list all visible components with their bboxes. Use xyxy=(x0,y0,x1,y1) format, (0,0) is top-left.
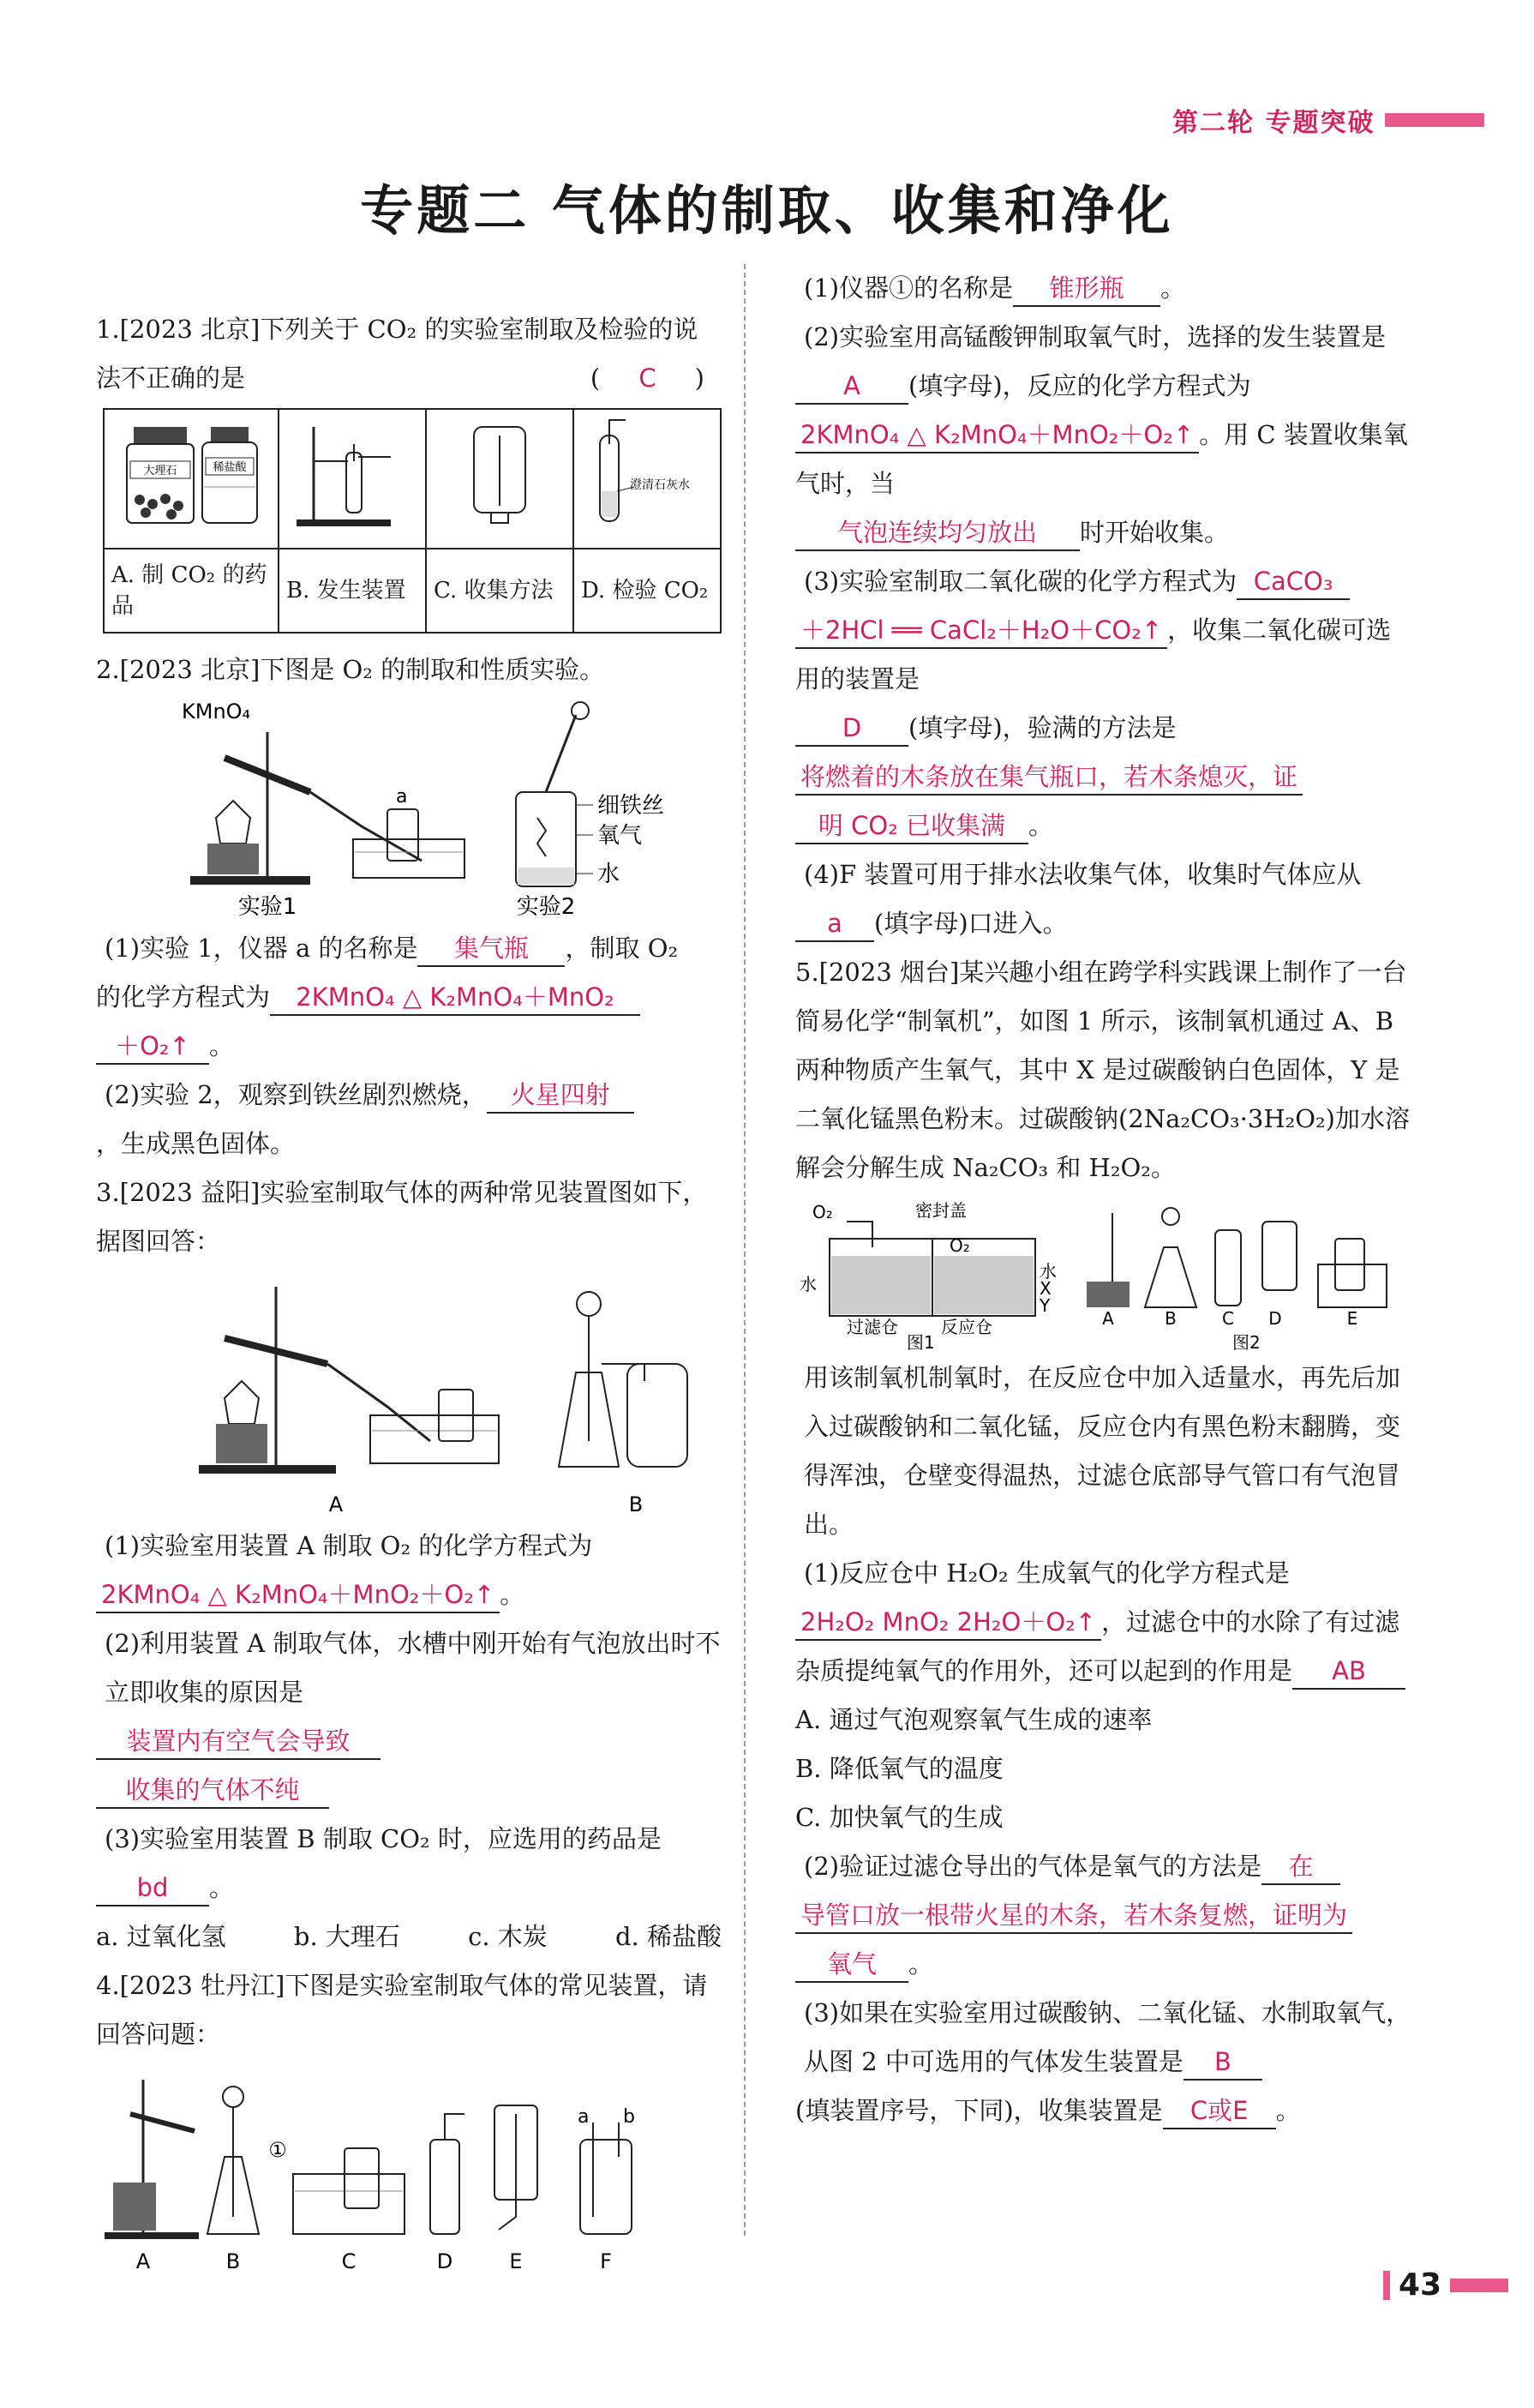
tube-label: 澄清石灰水 xyxy=(630,478,690,492)
q5-stem: 5.[2023 烟台]某兴趣小组在跨学科实践课上制作了一台简易化学“制氧机”，如图 1 所示，该制氧机通过 A、B 两种物质产生氧气，其中 X 是过碳酸钠白色固体，Y 是二氧化锰黑色粉末。过碳酸钠(2Na₂CO₃·3H₂O₂)加水溶解会分解生成 Na₂CO₃ 和 H₂O₂。 xyxy=(795,958,1410,1182)
fig1-caption: 图1 xyxy=(907,1332,935,1350)
q1-answer: C xyxy=(638,363,656,393)
q5-p1: (1)反应仓中 H₂O₂ 生成氧气的化学方程式是 xyxy=(804,1558,1290,1588)
q4-figure xyxy=(96,2063,722,2277)
q5-answer-2: AB xyxy=(1292,1654,1405,1690)
q3-figure xyxy=(96,1270,722,1518)
question-2: 2.[2023 北京]下图是 O₂ 的制取和性质实验。 KMnO₄ a 实验1 细铁丝 氧气 水 实验2 (1)实验 1，仪器 a 的名称是 集气瓶 ，制取 O₂ 的化学方程式为 2KMnO₄ △ K₂MnO₄＋MnO₂ ＋O₂↑ 。 (2)实验 2，观察到铁丝剧烈燃烧， 火星四射 ，生成黑色固体。 xyxy=(96,646,722,1168)
q2-p1c: 的化学方程式为 xyxy=(96,982,271,1012)
q5-para: 用该制氧机制氧时，在反应仓中加入适量水，再先后加入过碳酸钠和二氧化锰，反应仓内有黑色粉末翻腾，变得浑浊，仓壁变得温热，过滤仓底部导气管口有气泡冒出。 xyxy=(804,1363,1401,1539)
q4-p4b: (填字母)口进入。 xyxy=(874,909,1068,938)
fig1-o2b: O₂ xyxy=(950,1235,970,1256)
fig1-react: 反应仓 xyxy=(941,1317,992,1337)
fig2-c: C xyxy=(1222,1308,1234,1329)
q4-answer-6: D xyxy=(795,711,908,747)
fig1-water: 水 xyxy=(800,1274,817,1294)
jar-label-1: 大理石 xyxy=(143,465,177,477)
q1-option-b: B. 发生装置 xyxy=(279,549,426,633)
q5-choice-b: B. 降低氧气的温度 xyxy=(795,1754,1004,1783)
fig-exp1: 实验1 xyxy=(237,894,297,920)
q1-figure-a xyxy=(104,409,279,549)
q2-p2a: (2)实验 2，观察到铁丝剧烈燃烧， xyxy=(105,1080,487,1109)
fig1-o2: O₂ xyxy=(812,1202,833,1222)
q3-choice-b: b. 大理石 xyxy=(293,1922,400,1951)
q3-choice-a: a. 过氧化氢 xyxy=(96,1922,226,1951)
q4-answer-5b: ＋2HCl ══ CaCl₂＋H₂O＋CO₂↑ xyxy=(795,613,1167,649)
q4-answer-7b: 明 CO₂ 已收集满 xyxy=(795,808,1028,844)
q2-figure xyxy=(96,698,722,921)
q1-option-a: A. 制 CO₂ 的药品 xyxy=(104,549,279,633)
q4-p2d: 时开始收集。 xyxy=(1080,518,1230,547)
q4-stem: 4.[2023 牡丹江]下图是实验室制取气体的常见装置，请回答问题： xyxy=(96,1971,708,2049)
q3-p3: (3)实验室用装置 B 制取 CO₂ 时，应选用的药品是 xyxy=(105,1824,662,1853)
q4-answer-7a: 将燃着的木条放在集气瓶口，若木条熄灭，证 xyxy=(795,760,1303,796)
q3-answer-3: bd xyxy=(96,1871,209,1907)
q5-answer-3c: 氧气 xyxy=(795,1947,908,1983)
q2-answer-1: 集气瓶 xyxy=(417,931,565,967)
q3-answer-1: 2KMnO₄ △ K₂MnO₄＋MnO₂＋O₂↑ xyxy=(96,1577,500,1613)
q5-choice-a: A. 通过气泡观察氧气生成的速率 xyxy=(795,1705,1153,1734)
fig-water: 水 xyxy=(597,862,620,887)
q4-answer-8: a xyxy=(795,906,874,942)
q3-fig-a: A xyxy=(328,1492,344,1516)
fig-a-label: a xyxy=(396,786,408,808)
q2-answer-3: 火星四射 xyxy=(487,1078,634,1114)
header-bar xyxy=(1385,113,1484,127)
q3-answer-2b: 收集的气体不纯 xyxy=(96,1773,329,1809)
q4-answer-2: A xyxy=(795,369,908,405)
fig1-y: Y xyxy=(1040,1295,1051,1316)
q4-fig-d: D xyxy=(436,2249,453,2273)
section-header xyxy=(1172,101,1484,139)
fig-oxygen: 氧气 xyxy=(597,823,643,849)
q1-figure-d xyxy=(573,409,721,549)
q1-figure-b xyxy=(279,409,426,549)
fig2-b: B xyxy=(1165,1308,1177,1329)
page-title: 专题二 气体的制取、收集和净化 xyxy=(360,179,1174,242)
fig-wire: 细铁丝 xyxy=(597,793,665,819)
q4-p1: (1)仪器①的名称是 xyxy=(804,273,1014,303)
q3-p2: (2)利用装置 A 制取气体，水槽中刚开始有气泡放出时不立即收集的原因是 xyxy=(105,1629,721,1707)
q2-p1a: (1)实验 1，仪器 a 的名称是 xyxy=(105,934,418,963)
q5-answer-3b: 导管口放一根带火星的木条，若木条复燃，证明为 xyxy=(795,1898,1352,1934)
q1-figure-c xyxy=(426,409,573,549)
q4-fig-b: B xyxy=(225,2249,241,2273)
column-divider xyxy=(744,264,746,2236)
q5-p3b: (填装置序号，下同)，收集装置是 xyxy=(795,2096,1163,2125)
q4-p3c: (填字母)，验满的方法是 xyxy=(908,713,1177,742)
question-4-continued: (1)仪器①的名称是 锥形瓶 。 (2)实验室用高锰酸钾制取氧气时，选择的发生装置是 A (填字母)，反应的化学方程式为 2KMnO₄ △ K₂MnO₄＋MnO₂＋O₂↑ 。用 C 装置收集氧气时，当 气泡连续均匀放出 时开始收集。 (3)实验室制取二氧化碳的化学方程式为 CaCO₃ ＋2HCl ══ CaCl₂＋H₂O＋CO₂↑ ，收集二氧化碳可选用的装置是 D (填字母)，验满的方法是 将燃着的木条放在集气瓶口，若木条熄灭，证 明 CO₂ 已收集满 。 (4)F 装置可用于排水法收集气体，收集时气体应从 a (填字母)口进入。 xyxy=(795,264,1416,948)
q1-options-table xyxy=(103,408,722,634)
q2-answer-2b: ＋O₂↑ xyxy=(96,1029,209,1065)
fig2-caption: 图2 xyxy=(1232,1332,1261,1350)
q2-answer-2: 2KMnO₄ △ K₂MnO₄＋MnO₂ xyxy=(270,980,640,1016)
q1-option-c: C. 收集方法 xyxy=(426,549,573,633)
section-label: 第二轮 专题突破 xyxy=(1172,108,1375,138)
q3-p1: (1)实验室用装置 A 制取 O₂ 的化学方程式为 xyxy=(105,1531,593,1560)
q4-answer-1: 锥形瓶 xyxy=(1013,271,1160,307)
q4-fig-c: C xyxy=(341,2249,357,2273)
q1-stem: 1.[2023 北京]下列关于 CO₂ 的实验室制取及检验的说法不正确的是 xyxy=(96,315,698,393)
page-number-bar-left xyxy=(1383,2271,1390,2300)
q4-answer-5a: CaCO₃ xyxy=(1237,564,1350,600)
question-5: 5.[2023 烟台]某兴趣小组在跨学科实践课上制作了一台简易化学“制氧机”，如图 1 所示，该制氧机通过 A、B 两种物质产生氧气，其中 X 是过碳酸钠白色固体，Y 是二氧化锰黑色粉末。过碳酸钠(2Na₂CO₃·3H₂O₂)加水溶解会分解生成 Na₂CO₃ 和 H₂O₂。 O₂ 密封盖 O₂ 水 水 X Y 过滤仓 反应仓 图1 A B C D E 图2 用该制氧机制氧时，在反应仓中加入适量水，再先后加入过碳酸钠和二氧化锰，反应仓内有黑色粉末翻腾，变得浑浊，仓壁变得温热，过滤仓底部导气管口有气泡冒出。 (1)反应仓中 H₂O₂ 生成氧气的化学方程式是 2H₂O₂ MnO₂ 2H₂O＋O₂↑ ，过滤仓中的水除了有过滤杂质提纯氧气的作用外，还可以起到的作用是 AB A. 通过气泡观察氧气生成的速率 B. 降低氧气的温度 C. 加快氧气的生成 (2)验证过滤仓导出的气体是氧气的方法是 在 导管口放一根带火星的木条，若木条复燃，证明为 氧气 。 (3)如果在实验室用过碳酸钠、二氧化锰、水制取氧气，从图 2 中可选用的气体发生装置是 B (填装置序号，下同)，收集装置是 C或E 。 xyxy=(795,948,1416,2135)
q3-stem: 3.[2023 益阳]实验室制取气体的两种常见装置图如下，据图回答： xyxy=(96,1178,708,1256)
q4-p4: (4)F 装置可用于排水法收集气体，收集时气体应从 xyxy=(804,860,1362,889)
q3-choice-d: d. 稀盐酸 xyxy=(614,1922,722,1951)
q4-fig-f: F xyxy=(600,2249,612,2273)
q5-p2: (2)验证过滤仓导出的气体是氧气的方法是 xyxy=(804,1852,1262,1881)
page-number-text: 43 xyxy=(1399,2267,1442,2303)
page-number xyxy=(1383,2267,1508,2303)
q5-answer-1: 2H₂O₂ MnO₂ 2H₂O＋O₂↑ xyxy=(795,1605,1101,1641)
page-number-bar-right xyxy=(1450,2279,1508,2292)
question-1: 1.[2023 北京]下列关于 CO₂ 的实验室制取及检验的说法不正确的是 ( C ) 大理石 稀盐酸 澄清石灰水 A. 制 CO₂ 的药品 B. 发生装置 C. 收集方法 D. 检验 CO₂ xyxy=(96,264,722,634)
fig2-d: D xyxy=(1268,1308,1282,1329)
q4-p2: (2)实验室用高锰酸钾制取氧气时，选择的发生装置是 xyxy=(804,322,1387,351)
fig1-x: X xyxy=(1040,1278,1052,1299)
fig1-water2: 水 xyxy=(1040,1261,1057,1282)
fig2-e: E xyxy=(1346,1308,1358,1329)
q4-p2c: 。用 C 装置收集氧气时，当 xyxy=(795,420,1408,498)
right-column xyxy=(795,264,1416,2135)
question-3: 3.[2023 益阳]实验室制取气体的两种常见装置图如下，据图回答： A B (1)实验室用装置 A 制取 O₂ 的化学方程式为 2KMnO₄ △ K₂MnO₄＋MnO₂＋O₂↑ 。 (2)利用装置 A 制取气体，水槽中刚开始有气泡放出时不立即收集的原因是 装置内有空气会导致 收集的气体不纯 (3)实验室用装置 B 制取 CO₂ 时，应选用的药品是 bd 。 a. 过氧化氢 b. 大理石 c. 木炭 d. 稀盐酸 xyxy=(96,1168,722,1961)
fig-kmno4: KMnO₄ xyxy=(182,700,251,724)
q4-fig-a: A xyxy=(135,2249,151,2273)
q1-option-d: D. 检验 CO₂ xyxy=(573,549,721,633)
q3-choice-c: c. 木炭 xyxy=(468,1922,548,1951)
q4-answer-4: 气泡连续均匀放出 xyxy=(795,515,1080,551)
q3-fig-b: B xyxy=(628,1492,644,1516)
fig-exp2: 实验2 xyxy=(516,894,576,920)
fig1-filter: 过滤仓 xyxy=(847,1317,898,1337)
q4-answer-3: 2KMnO₄ △ K₂MnO₄＋MnO₂＋O₂↑ xyxy=(795,417,1199,453)
svg-text:a: a xyxy=(578,2106,590,2128)
q5-answer-5: C或E xyxy=(1163,2093,1276,2129)
q5-p3: (3)如果在实验室用过碳酸钠、二氧化锰、水制取氧气，从图 2 中可选用的气体发生装置是 xyxy=(804,1998,1411,2076)
left-column xyxy=(96,264,722,2280)
q4-fig-e: E xyxy=(509,2249,523,2273)
q4-p3: (3)实验室制取二氧化碳的化学方程式为 xyxy=(804,567,1237,596)
q2-p1b: ，制取 O₂ xyxy=(565,934,679,963)
q5-figure xyxy=(795,1196,1416,1350)
svg-text:b: b xyxy=(623,2106,635,2128)
q5-choice-c: C. 加快氧气的生成 xyxy=(795,1803,1004,1832)
q2-stem: 2.[2023 北京]下图是 O₂ 的制取和性质实验。 xyxy=(96,655,605,684)
q4-p3b: ，收集二氧化碳可选用的装置是 xyxy=(795,616,1392,694)
q5-answer-4: B xyxy=(1183,2045,1262,2081)
q4-p2b: (填字母)，反应的化学方程式为 xyxy=(908,371,1251,400)
fig2-a: A xyxy=(1102,1308,1114,1329)
q3-answer-2a: 装置内有空气会导致 xyxy=(96,1724,381,1760)
fig1-seal: 密封盖 xyxy=(915,1200,967,1221)
q5-p1b: ，过滤仓中的水除了有过滤杂质提纯氧气的作用外，还可以起到的作用是 xyxy=(795,1607,1400,1685)
svg-text:①: ① xyxy=(268,2138,287,2162)
q2-p2b: ，生成黑色固体。 xyxy=(96,1129,296,1158)
jar-label-2: 稀盐酸 xyxy=(213,461,247,474)
q5-answer-3a: 在 xyxy=(1261,1849,1340,1885)
question-4-start xyxy=(96,1961,722,2277)
